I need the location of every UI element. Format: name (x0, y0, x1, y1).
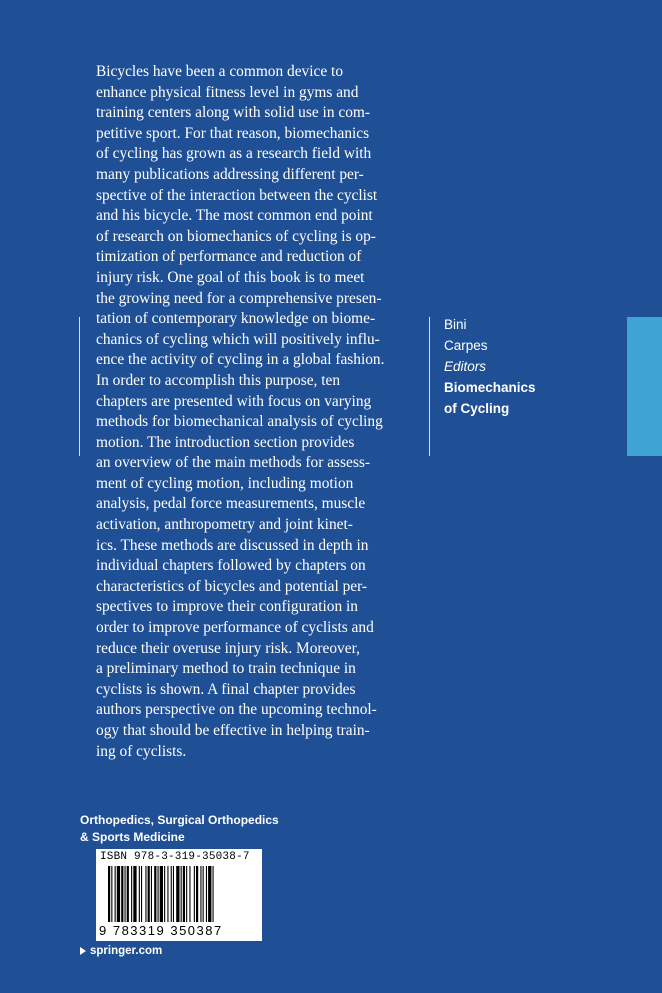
book-title-line: of Cycling (444, 401, 510, 416)
barcode-bar (127, 866, 129, 922)
ean-digits: 9 783319 350387 (99, 923, 223, 938)
barcode-bar (203, 866, 204, 922)
barcode-bar (167, 866, 168, 922)
blurb-line: petitive sport. For that reason, biomechanics (96, 124, 370, 142)
blurb-line: reduce their overuse injury risk. Moreover, (96, 639, 360, 657)
blurb-line: of cycling has grown as a research field with (96, 145, 372, 163)
barcode-bar (183, 866, 185, 922)
barcode-bar (133, 866, 136, 922)
blurb-line: spectives to improve their configuration in (96, 598, 359, 616)
blurb-line: chapters are presented with focus on varying (96, 392, 372, 410)
barcode-bar (176, 866, 179, 922)
barcode-bar (145, 866, 146, 922)
blurb-line: individual chapters followed by chapters on (96, 557, 366, 575)
barcode-bar (117, 866, 120, 922)
blurb-line: enhance physical fitness level in gyms and (96, 83, 359, 101)
series-line: & Sports Medicine (80, 830, 185, 844)
barcode-bar (139, 866, 140, 922)
barcode-bar (164, 866, 165, 922)
isbn-label: ISBN 978-3-319-35038-7 (100, 851, 250, 863)
arrow-right-icon (80, 947, 86, 955)
blurb-line: order to improve performance of cyclists and (96, 619, 374, 637)
series-label (80, 812, 279, 846)
blurb-line: Bicycles have been a common device to (96, 63, 344, 80)
barcode-bar (173, 866, 174, 922)
blurb-line: methods for biomechanical analysis of cycling (96, 413, 383, 431)
left-divider (79, 317, 80, 456)
blurb-line: injury risk. One goal of this book is to meet (96, 268, 365, 286)
barcode-bar (111, 866, 112, 922)
barcode-bar (200, 866, 201, 922)
barcode-bar (131, 866, 132, 922)
barcode-bar (194, 866, 195, 922)
blurb-line: chanics of cycling which will positively influ- (96, 330, 380, 348)
barcode-bar (151, 866, 152, 922)
barcode (96, 849, 262, 941)
blurb-line: motion. The introduction section provides (96, 433, 355, 451)
blurb-line: ment of cycling motion, including motion (96, 474, 354, 492)
barcode-bar (213, 866, 214, 922)
barcode-bar (158, 866, 159, 922)
blurb-line: of research on biomechanics of cycling is op- (96, 227, 376, 245)
barcode-bar (206, 866, 207, 922)
author-name: Bini (444, 317, 467, 332)
blurb-line: the growing need for a comprehensive presen- (96, 289, 382, 307)
barcode-bar (115, 866, 116, 922)
barcode-bar (196, 866, 198, 922)
editors-label: Editors (444, 359, 487, 374)
barcode-bar (189, 866, 190, 922)
book-title-line: Biomechanics (444, 380, 536, 395)
barcode-bar (121, 866, 123, 922)
barcode-bar (171, 866, 172, 922)
blurb-line: and his bicycle. The most common end point (96, 207, 373, 225)
blurb-line: an overview of the main methods for assess- (96, 454, 370, 472)
publisher-url: springer.com (90, 945, 163, 957)
barcode-bars (108, 866, 258, 926)
author-title-block (444, 314, 536, 419)
blurb-line: training centers along with solid use in com- (96, 104, 370, 122)
blurb-line: many publications addressing different per- (96, 165, 364, 183)
blurb-line: spective of the interaction between the cyclist (96, 186, 378, 204)
barcode-bar (154, 866, 156, 922)
barcode-bar (208, 866, 211, 922)
color-tab (627, 317, 662, 456)
blurb-line: ing of cyclists. (96, 742, 187, 760)
barcode-bar (160, 866, 163, 922)
publisher-link[interactable] (80, 945, 162, 957)
barcode-bar (148, 866, 150, 922)
barcode-bar (108, 866, 110, 922)
blurb-text (96, 62, 424, 762)
blurb-line: characteristics of bicycles and potential per- (96, 577, 368, 595)
barcode-bar (141, 866, 142, 922)
author-name: Carpes (444, 338, 488, 353)
middle-divider (429, 317, 430, 456)
blurb-line: activation, anthropometry and joint kinet- (96, 516, 353, 534)
blurb-line: ogy that should be effective in helping train- (96, 722, 370, 739)
blurb-line: ence the activity of cycling in a global fashion. (96, 351, 385, 369)
blurb-line: cyclists is shown. A final chapter provides (96, 680, 356, 698)
barcode-bar (125, 866, 126, 922)
barcode-bar (181, 866, 182, 922)
blurb-line: a preliminary method to train technique in (96, 660, 356, 678)
blurb-line: tation of contemporary knowledge on biome- (96, 310, 376, 328)
blurb-line: ics. These methods are discussed in depth in (96, 536, 369, 554)
blurb-line: analysis, pedal force measurements, muscle (96, 495, 366, 513)
blurb-line: authors perspective on the upcoming technol- (96, 701, 377, 719)
barcode-bar (186, 866, 187, 922)
blurb-line: timization of performance and reduction of (96, 248, 362, 266)
series-line: Orthopedics, Surgical Orthopedics (80, 813, 279, 827)
blurb-line: In order to accomplish this purpose, ten (96, 371, 341, 389)
